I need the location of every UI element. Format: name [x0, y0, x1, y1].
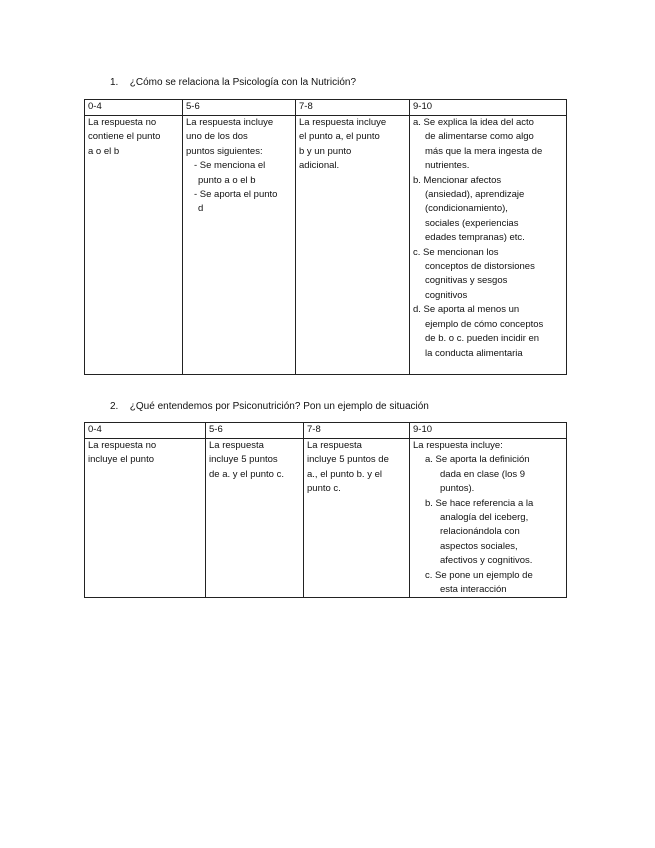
- rubric-table-1: [84, 99, 567, 375]
- rubric-1-cell-0-4-line: La respuesta no: [88, 117, 157, 128]
- rubric-2-cell-5-6-line: de a. y el punto c.: [209, 468, 284, 480]
- rubric-2-header-7-8: 7-8: [304, 423, 410, 439]
- rubric-1-header-0-4: 0-4: [85, 100, 183, 116]
- rubric-1-cell-7-8: [296, 116, 410, 375]
- rubric-2-cell-0-4-line: incluye el punto: [88, 454, 155, 466]
- rubric-1-cell-0-4-line: a o el b: [88, 145, 120, 157]
- rubric-1-item-d: d. Se aporta al menos un: [413, 304, 520, 316]
- rubric-1-header-7-8: 7-8: [296, 100, 410, 116]
- rubric-2-cell-7-8-line: a., el punto b. y el: [307, 468, 382, 480]
- rubric-1-criteria-row: [85, 116, 567, 375]
- rubric-1-cell-5-6-line: puntos siguientes:: [186, 145, 263, 157]
- rubric-1-cell-0-4: [85, 116, 183, 375]
- rubric-2-cell-9-10: [410, 439, 567, 598]
- rubric-2-cell-5-6-line: incluye 5 puntos: [209, 454, 278, 466]
- rubric-2-item-line: relacionándola con: [440, 526, 520, 538]
- rubric-1-item-line: conceptos de distorsiones: [425, 261, 535, 273]
- rubric-2-cell-9-10-intro: La respuesta incluye:: [413, 440, 503, 451]
- rubric-1-cell-7-8-line: adicional.: [299, 160, 340, 172]
- rubric-1-item-line: edades tempranas) etc.: [425, 232, 525, 244]
- rubric-1-cell-5-6-line: La respuesta incluye: [186, 117, 274, 128]
- rubric-1-item-line: cognitivas y sesgos: [425, 275, 508, 287]
- rubric-1-item-line: sociales (experiencias: [425, 217, 519, 229]
- rubric-1-cell-5-6-line: punto a o el b: [198, 174, 256, 186]
- rubric-1-cell-5-6-bullet: - Se aporta el punto: [194, 189, 278, 201]
- rubric-1-cell-5-6-bullet: - Se menciona el: [194, 160, 266, 172]
- rubric-2-item-a: a. Se aporta la definición: [425, 454, 530, 466]
- rubric-1-cell-5-6-line: uno de los dos: [186, 131, 248, 143]
- rubric-1-cell-7-8-line: el punto a, el punto: [299, 131, 380, 143]
- rubric-2-item-line: esta interacción: [440, 584, 507, 596]
- rubric-1-item-line: más que la mera ingesta de: [425, 145, 543, 157]
- question-1-title: [110, 76, 356, 89]
- rubric-1-item-b: b. Mencionar afectos: [413, 174, 502, 186]
- rubric-1-header-row: [85, 100, 567, 116]
- rubric-1-cell-7-8-line: La respuesta incluye: [299, 117, 387, 128]
- rubric-2-header-0-4: 0-4: [85, 423, 206, 439]
- rubric-1-cell-7-8-line: b y un punto: [299, 145, 352, 157]
- rubric-2-criteria-row: [85, 439, 567, 598]
- rubric-1-item-line: ejemplo de cómo conceptos: [425, 318, 544, 330]
- rubric-1-item-line: la conducta alimentaria: [425, 347, 523, 359]
- rubric-1-item-line: (condicionamiento),: [425, 203, 508, 215]
- rubric-1-header-5-6: 5-6: [183, 100, 296, 116]
- rubric-2-item-line: aspectos sociales,: [440, 540, 518, 552]
- rubric-1-item-a: a. Se explica la idea del acto: [413, 117, 534, 128]
- rubric-1-cell-9-10: [410, 116, 567, 375]
- question-1-text: ¿Cómo se relaciona la Psicología con la Nutrición?: [129, 77, 357, 88]
- rubric-2-cell-7-8-line: La respuesta: [307, 440, 362, 451]
- rubric-1-cell-5-6: [183, 116, 296, 375]
- rubric-1-cell-5-6-line: d: [198, 203, 204, 215]
- question-2-text: ¿Qué entendemos por Psiconutrición? Pon un ejemplo de situación: [129, 401, 429, 412]
- rubric-2-cell-0-4-line: La respuesta no: [88, 440, 157, 451]
- rubric-2-cell-0-4: [85, 439, 206, 598]
- rubric-2-header-row: [85, 423, 567, 439]
- rubric-2-item-line: dada en clase (los 9: [440, 468, 526, 480]
- rubric-2-cell-7-8-line: incluye 5 puntos de: [307, 454, 389, 466]
- rubric-1-cell-0-4-line: contiene el punto: [88, 131, 161, 143]
- rubric-2-cell-7-8: [304, 439, 410, 598]
- rubric-2-cell-7-8-line: punto c.: [307, 483, 341, 495]
- rubric-1-item-line: cognitivos: [425, 289, 468, 301]
- rubric-2-item-b: b. Se hace referencia a la: [425, 497, 534, 509]
- rubric-2-cell-5-6: [206, 439, 304, 598]
- rubric-1-item-line: nutrientes.: [425, 160, 470, 172]
- rubric-2-item-line: puntos).: [440, 483, 475, 495]
- rubric-1-item-line: de alimentarse como algo: [425, 131, 534, 143]
- rubric-2-item-c: c. Se pone un ejemplo de: [425, 569, 533, 581]
- rubric-2-header-5-6: 5-6: [206, 423, 304, 439]
- question-2-title: [110, 400, 429, 413]
- question-1-number: 1.: [110, 77, 119, 88]
- rubric-2-item-line: analogía del iceberg,: [440, 512, 529, 524]
- rubric-1-header-9-10: 9-10: [410, 100, 567, 116]
- rubric-1-item-c: c. Se mencionan los: [413, 246, 499, 258]
- rubric-table-2: [84, 422, 567, 598]
- question-2-number: 2.: [110, 401, 119, 412]
- rubric-1-item-line: (ansiedad), aprendizaje: [425, 189, 525, 201]
- rubric-2-item-line: afectivos y cognitivos.: [440, 555, 533, 567]
- rubric-1-item-line: de b. o c. pueden incidir en: [425, 333, 540, 345]
- rubric-2-header-9-10: 9-10: [410, 423, 567, 439]
- rubric-2-cell-5-6-line: La respuesta: [209, 440, 264, 451]
